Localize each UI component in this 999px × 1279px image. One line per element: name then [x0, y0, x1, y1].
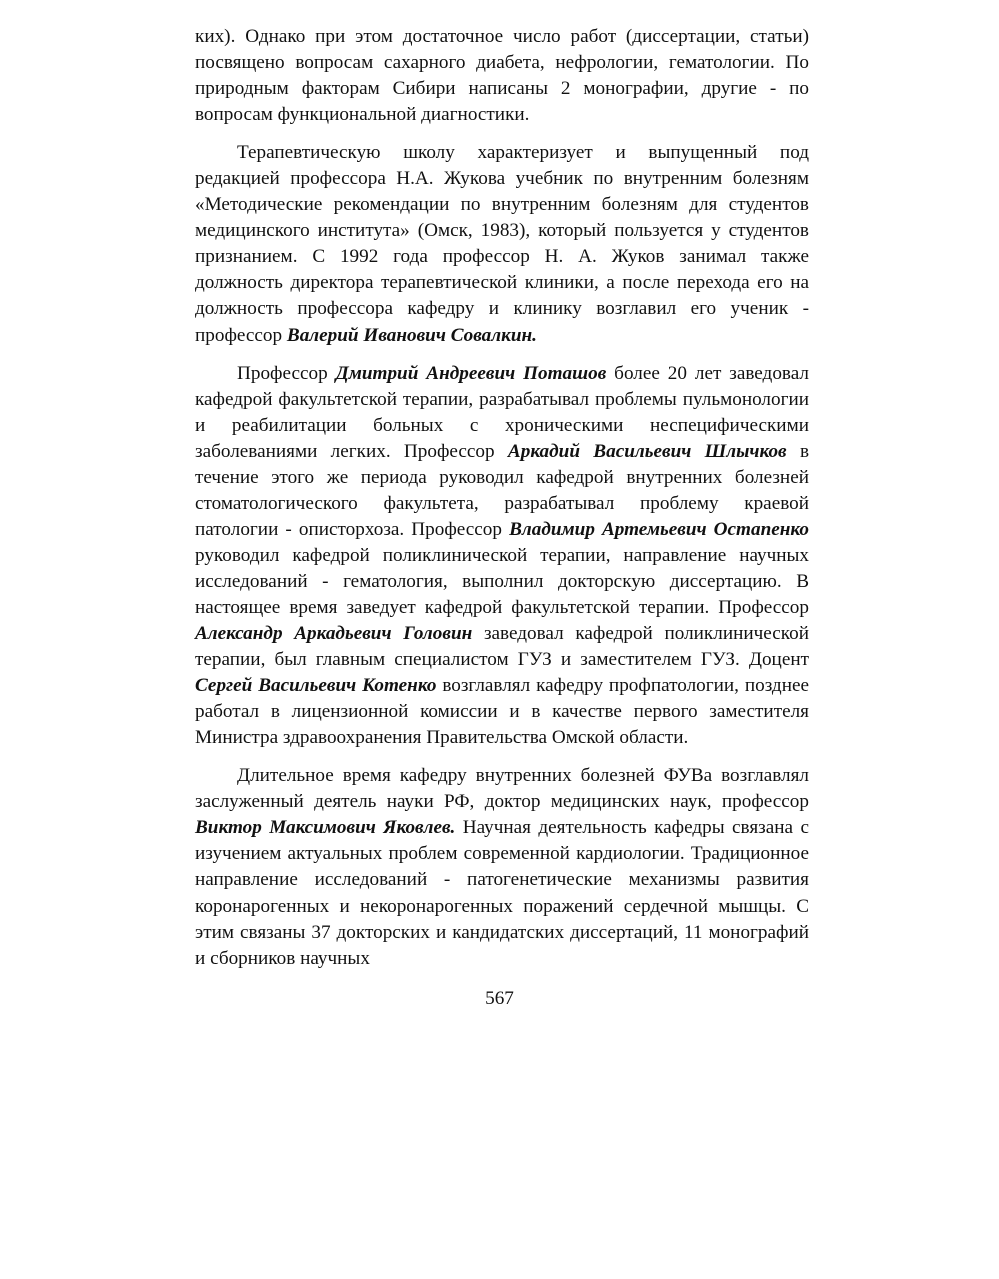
paragraph-3-text-b: более 20 лет заведовал кафедрой факультетской терапии, разрабатывал проблемы пульмонологии и реабилитации больных с хроническими неспецифическими заболеваниями легких. Профессор [195, 362, 809, 462]
person-name-sovalkin: Валерий Иванович Совалкин. [286, 324, 537, 346]
paragraph-3-text-c: в течение этого же периода руководил кафедрой внутренних болезней стоматологического факультета, разрабатывал проблему краевой патологии - описторхоза. Профессор [195, 440, 809, 540]
paragraph-3-text-d: руководил кафедрой поликлинической терапии, направление научных исследований - гематология, выполнил докторскую диссертацию. В настоящее время заведует кафедрой факультетской терапии. Профессор [195, 544, 809, 618]
paragraph-1-text: ких). Однако при этом достаточное число работ (диссертации, статьи) посвящено вопросам сахарного диабета, нефрологии, гематологии. По природным факторам Сибири написаны 2 монографии, другие - по вопросам функциональной диагностики. [195, 26, 809, 126]
person-name-golovin: Александр Аркадьевич Головин [195, 623, 473, 645]
paragraph-2-text: Терапевтическую школу характеризует и выпущенный под редакцией профессора Н.А. Жукова учебник по внутренним болезням «Методические рекомендации по внутренним болезням для студентов медицинского института» (Омск, 1983), который пользуется у студентов признанием. С 1992 года профессор Н. А. Жуков занимал также должность директора терапевтической клиники, а после перехода его на должность профессора кафедру и клинику возглавил его ученик - профессор [195, 142, 809, 346]
page-body [195, 24, 809, 972]
person-name-ostapenko: Владимир Артемьевич Остапенко [509, 518, 809, 540]
page-number: 567 [485, 988, 514, 1009]
paragraph-3-text-a: Профессор [237, 362, 336, 384]
paragraph-2 [195, 140, 809, 348]
person-name-yakovlev: Виктор Максимович Яковлев. [195, 817, 456, 839]
person-name-potashov: Дмитрий Андреевич Поташов [335, 362, 607, 384]
paragraph-3 [195, 361, 809, 752]
paragraph-4-text-a: Длительное время кафедру внутренних болезней ФУВа возглавлял заслуженный деятель науки РФ, доктор медицинских наук, профессор [195, 765, 809, 813]
paragraph-3-text-f: возглавлял кафедру профпатологии, позднее работал в лицензионной комиссии и в качестве первого заместителя Министра здравоохранения Правительства Омской области. [195, 675, 809, 749]
person-name-kotenko: Сергей Васильевич Котенко [195, 675, 437, 697]
paragraph-4 [195, 763, 809, 971]
person-name-shlychkov: Аркадий Васильевич Шлычков [507, 440, 787, 462]
paragraph-4-text-b: Научная деятельность кафедры связана с изучением актуальных проблем современной кардиологии. Традиционное направление исследований - патогенетические механизмы развития коронарогенных и некоронарогенных поражений сердечной мышцы. С этим связаны 37 докторских и кандидатских диссертаций, 11 монографий и сборников научных [195, 817, 809, 969]
paragraph-3-text-e: заведовал кафедрой поликлинической терапии, был главным специалистом ГУЗ и заместителем ГУЗ. Доцент [195, 623, 810, 671]
paragraph-1 [195, 24, 809, 128]
